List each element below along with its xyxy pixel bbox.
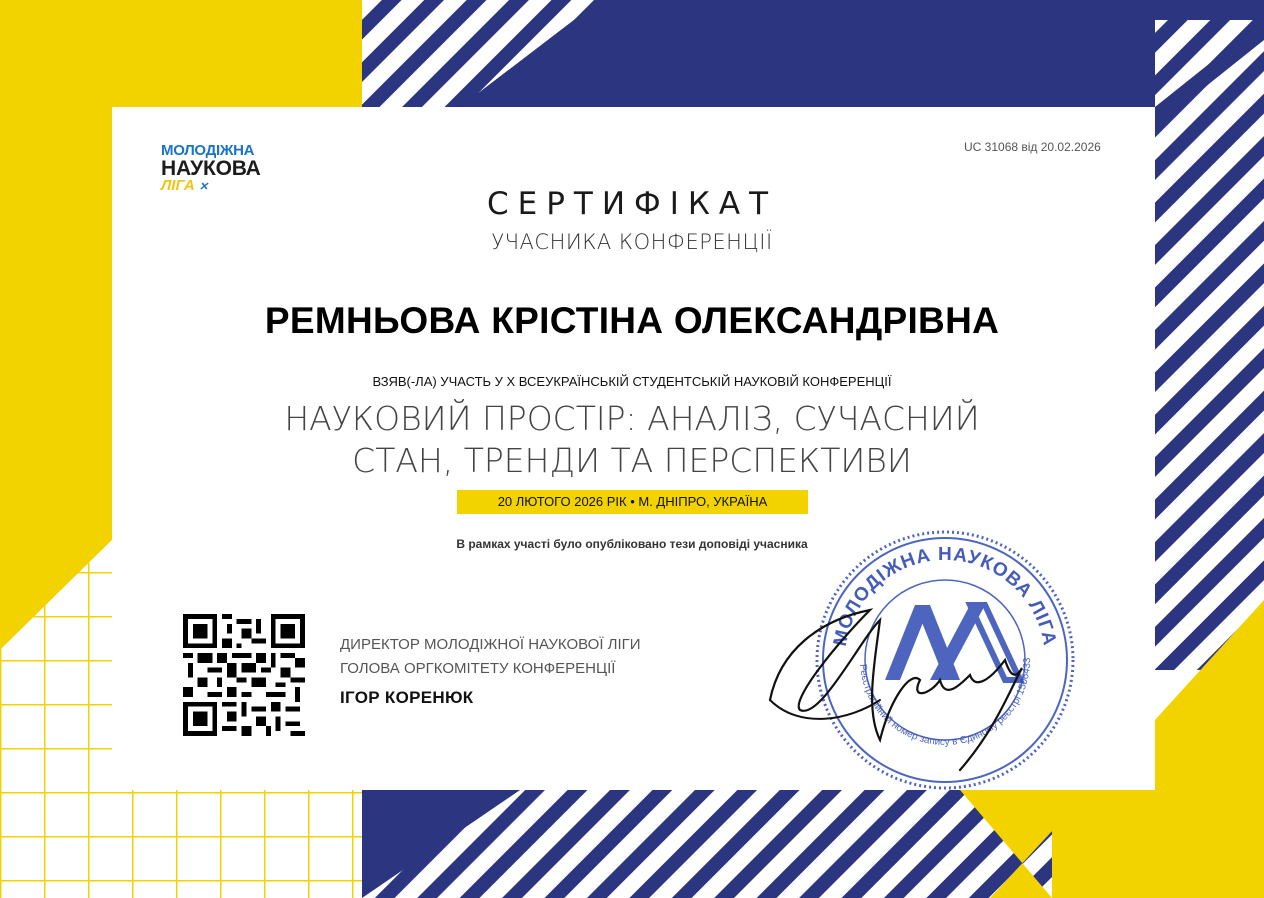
logo-line-2: НАУКОВА [161, 157, 261, 180]
thesis-note: В рамках участі було опубліковано тези доповіді учасника [456, 537, 808, 551]
recipient-name: РЕМНЬОВА КРІСТІНА ОЛЕКСАНДРІВНА [264, 300, 1000, 341]
director-role-1: ДИРЕКТОР МОЛОДІЖНОЇ НАУКОВОЇ ЛІГИ [340, 636, 641, 653]
logo-line-3: ЛІГА ✕ [161, 177, 209, 194]
certificate-subtitle: УЧАСНИКА КОНФЕРЕНЦІЇ [491, 230, 773, 254]
participation-text: ВЗЯВ(-ЛА) УЧАСТЬ У Х ВСЕУКРАЇНСЬКІЙ СТУДЕНТСЬКІЙ НАУКОВІЙ КОНФЕРЕНЦІЇ [372, 374, 892, 389]
director-role-2: ГОЛОВА ОРГКОМІТЕТУ КОНФЕРЕНЦІЇ [340, 660, 616, 677]
handwritten-signature [760, 580, 1040, 780]
registration-number: UC 31068 від 20.02.2026 [964, 140, 1101, 154]
conference-title-line-2: СТАН, ТРЕНДИ ТА ПЕРСПЕКТИВИ [352, 441, 912, 480]
qr-code-icon [183, 614, 305, 736]
logo-line-1: МОЛОДІЖНА [161, 142, 255, 159]
seal-inner-text: Реєстраційний номер запису в Єдиному реєстрі 1506433 [857, 657, 1034, 749]
certificate-title: СЕРТИФІКАТ [486, 186, 778, 222]
logo-mark-icon: ✕ [198, 181, 209, 193]
conference-title [0, 398, 1264, 482]
seal-outer-text: МОЛОДІЖНА НАУКОВА ЛІГА [829, 544, 1061, 649]
director-name: ІГОР КОРЕНЮК [340, 688, 474, 707]
date-place-badge: 20 ЛЮТОГО 2026 РІК • М. ДНІПРО, УКРАЇНА [457, 490, 808, 514]
conference-title-line-1: НАУКОВИЙ ПРОСТІР: АНАЛІЗ, СУЧАСНИЙ [284, 399, 980, 438]
